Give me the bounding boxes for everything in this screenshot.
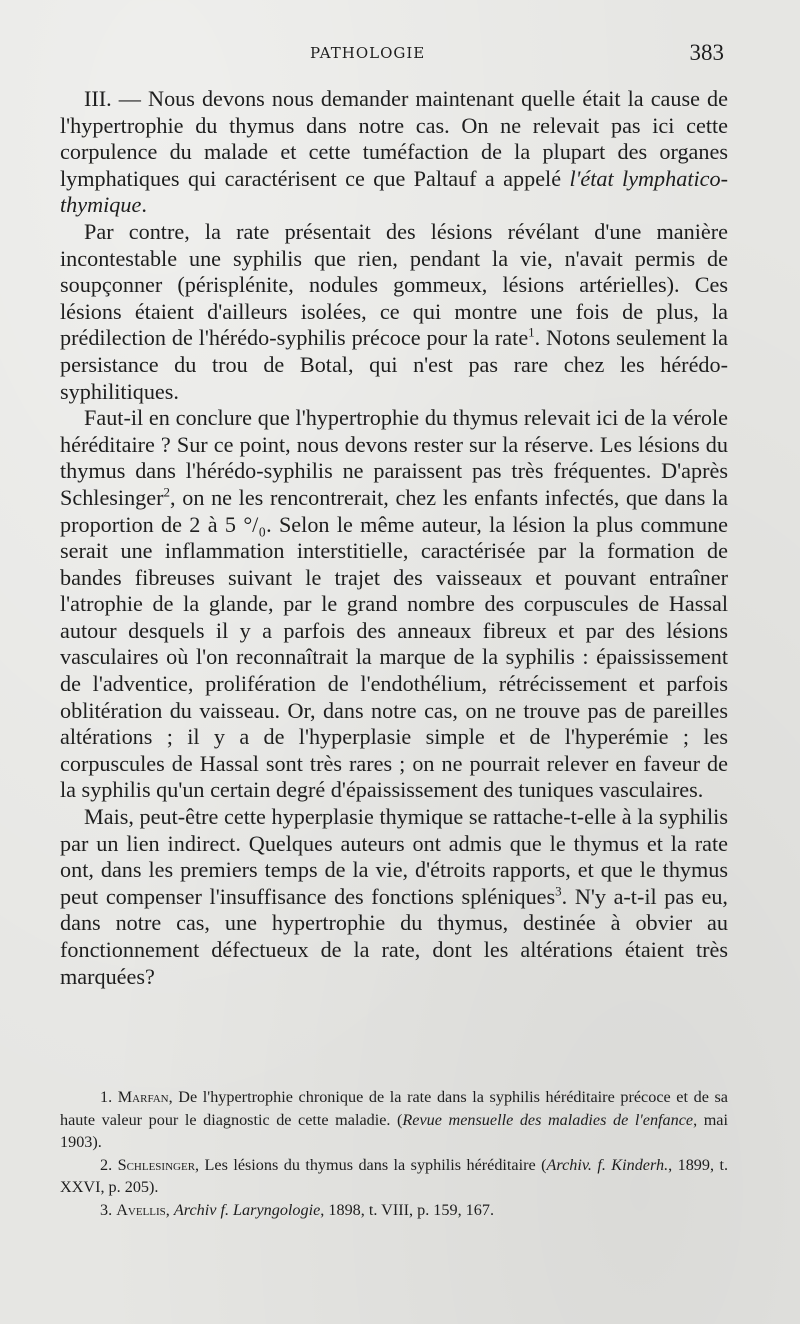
footnotes <box>60 1086 728 1221</box>
paragraph-1-text: III. — Nous devons nous demander maintenant quelle était la cause de l'hypertrophie du thymus dans notre cas. On ne relevait pas ici cette corpulence du malade et cette tuméfaction de la plupart des organes lymphatiques qui caractérisent ce que Paltauf a appelé <box>60 86 728 191</box>
footnote-2-source: Archiv. f. Kinderh. <box>546 1155 669 1174</box>
paragraph-3 <box>60 405 728 804</box>
footnote-ref-1: 1 <box>528 324 535 340</box>
paragraph-1-end: . <box>141 192 147 218</box>
footnote-3-number: 3. <box>100 1200 117 1219</box>
footnote-1-end: , mai 1903). <box>60 1110 728 1151</box>
paragraph-2-text-b: . Notons seulement la persistance du trou de Botal, qui n'est pas rare chez les hérédo-syphilitiques. <box>60 325 728 404</box>
footnote-2-text: , Les lésions du thymus dans la syphilis héréditaire ( <box>195 1155 547 1174</box>
footnote-2-author: Schlesinger <box>117 1155 196 1174</box>
footnote-ref-3: 3 <box>555 883 562 899</box>
paragraph-2-text-a: Par contre, la rate présentait des lésions révélant d'une manière incontestable une syphilis que rien, pendant la vie, n'avait permis de soupçonner (périsplénite, nodules gommeux, lésions artérielles). Ces lésions étaient d'ailleurs isolées, ce qui montre une fois de plus, la prédilection de l'hérédo-syphilis précoce pour la rate <box>60 218 728 351</box>
page-number: 383 <box>689 40 724 65</box>
footnote-3-end: , 1898, t. VIII, p. 159, 167. <box>320 1200 494 1219</box>
footnote-3-source: Archiv f. Laryngologie <box>173 1200 321 1219</box>
paragraph-1 <box>60 86 728 219</box>
footnote-3 <box>60 1199 728 1222</box>
footnote-3-text: , <box>165 1200 174 1219</box>
paragraph-3-text-a: Faut-il en conclure que l'hypertrophie du thymus relevait ici de la vérole héréditaire ? Sur ce point, nous devons rester sur la réserve. Les lésions du thymus dans l'hérédo-syphilis ne paraissent pas très fréquentes. D'après Schlesinger <box>60 405 728 510</box>
paragraph-4-text-a: Mais, peut-être cette hyperplasie thymique se rattache-t-elle à la syphilis par un lien indirect. Quelques auteurs ont admis que le thymus et la rate ont, dans les premiers temps de la vie, d'étroits rapports, et que le thymus peut compenser l'insuffisance des fonctions spléniques <box>60 804 728 909</box>
footnote-3-author: Avellis <box>116 1200 166 1219</box>
footnote-2 <box>60 1154 728 1199</box>
page-header <box>0 40 800 70</box>
paragraph-4 <box>60 804 728 990</box>
paragraph-3-text-b: , on ne les rencontrerait, chez les enfants infectés, que dans la proportion de 2 à 5 °/₀. Selon le même auteur, la lésion la plus commune serait une inflammation interstitielle, caractérisée par la formation de bandes fibreuses suivant le trajet des vaisseaux et pouvant entraîner l'atrophie de la glande, par le grand nombre des corpuscules de Hassal autour desquels il y a parfois des anneaux fibreux et par des lésions vasculaires où l'on reconnaîtrait la marque de la syphilis : épaississement de l'adventice, prolifération de l'endothélium, rétrécissement et parfois oblitération du vaisseau. Or, dans notre cas, on ne trouve pas de pareilles altérations ; il y a de l'hyperplasie simple et de l'hyperémie ; les corpuscules de Hassal sont très rares ; on ne pourrait relever en faveur de la syphilis qu'un certain degré d'épaississement des tuniques vasculaires. <box>60 484 728 803</box>
footnote-1-number: 1. <box>100 1088 118 1106</box>
footnote-1-source: Revue mensuelle des maladies de l'enfance <box>402 1110 694 1129</box>
footnote-2-end: , 1899, t. XXVI, p. 205). <box>60 1155 729 1196</box>
footnote-1 <box>60 1086 728 1154</box>
paragraph-2 <box>60 219 728 405</box>
footnote-ref-2: 2 <box>163 484 171 500</box>
paragraph-4-text-b: . N'y a-t-il pas eu, dans notre cas, une hypertrophie du thymus, destinée à obvier au fonctionnement défectueux de la rate, dont les altérations étaient très marquées? <box>60 883 728 989</box>
footnote-1-text: , De l'hypertrophie chronique de la rate dans la syphilis héréditaire précoce et de sa haute valeur pour le diagnostic de cette maladie. ( <box>60 1088 728 1129</box>
main-text <box>60 86 728 990</box>
footnote-2-number: 2. <box>100 1155 118 1174</box>
running-head: PATHOLOGIE <box>310 44 426 62</box>
footnote-1-author: Marfan <box>117 1088 169 1106</box>
paragraph-1-emphasis: l'état lymphatico-thymique <box>60 165 729 218</box>
